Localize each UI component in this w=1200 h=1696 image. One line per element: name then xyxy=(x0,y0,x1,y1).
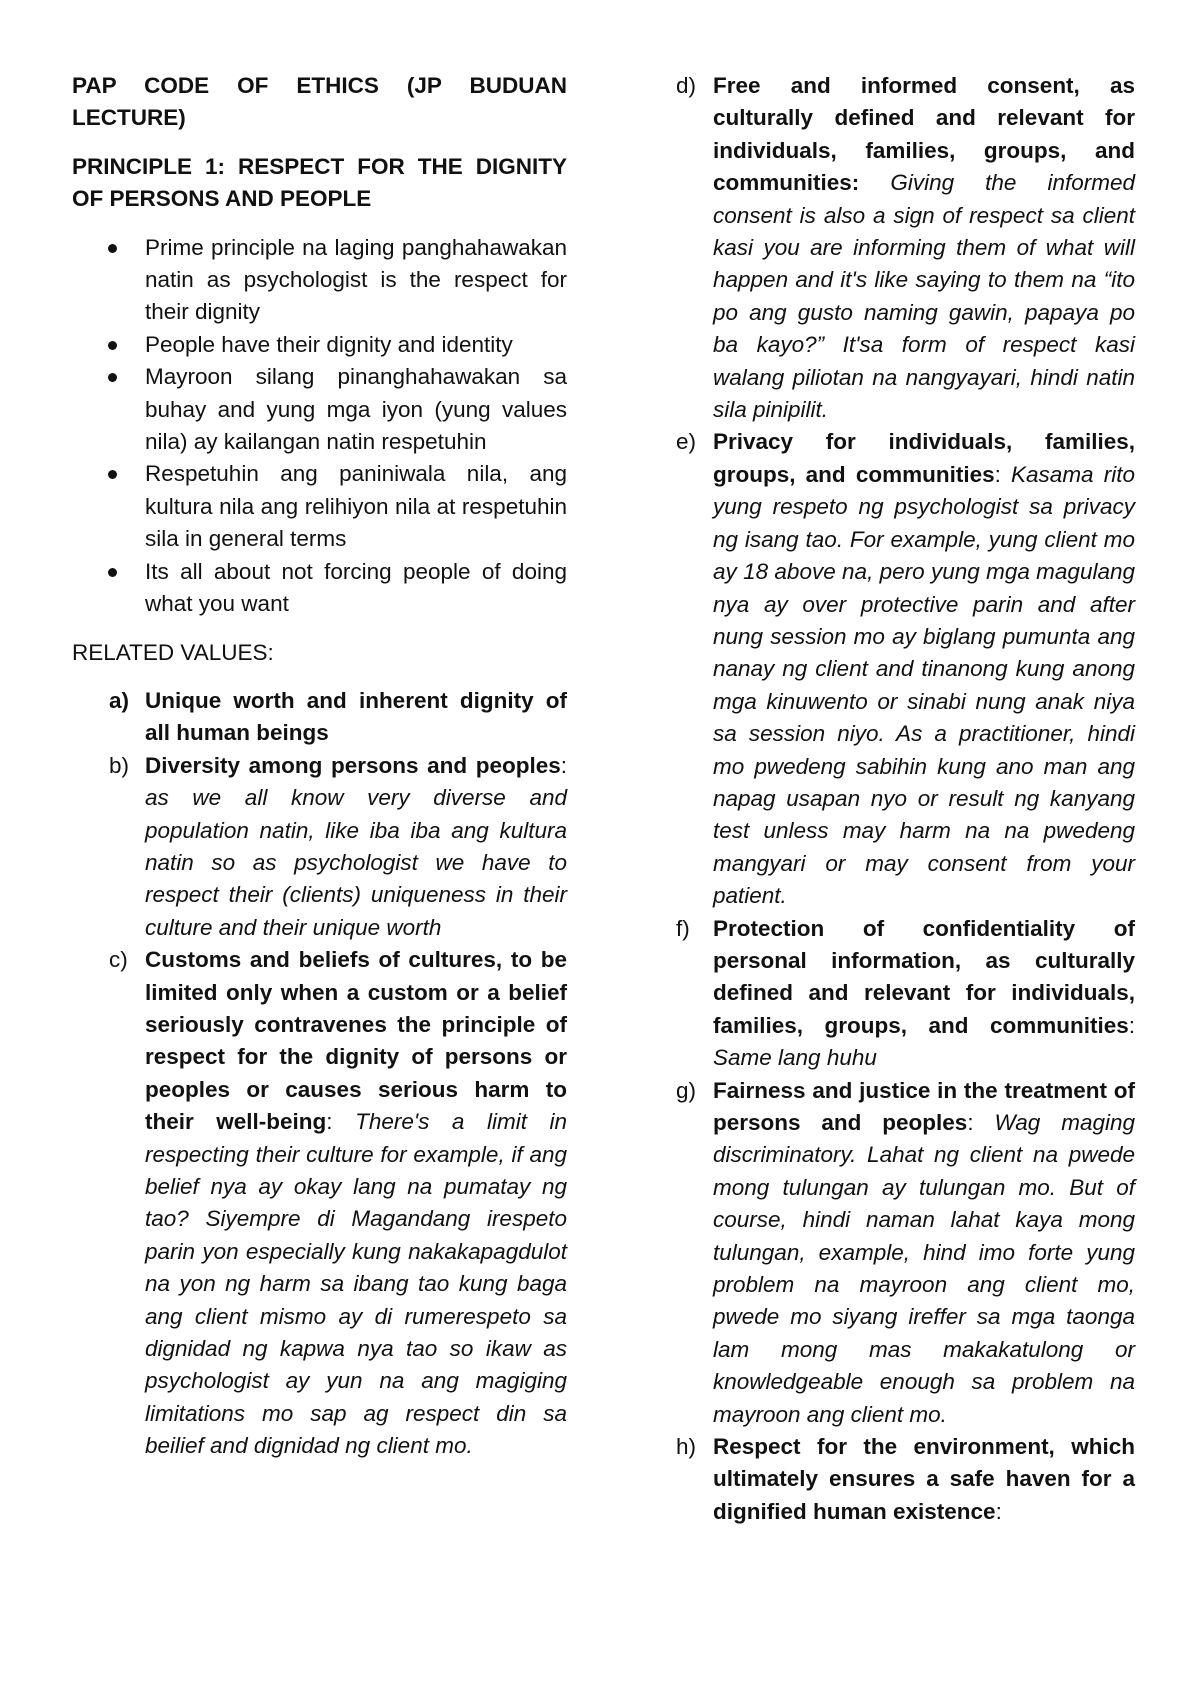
bullet-dot-icon xyxy=(108,373,117,382)
value-item-f: f) Protection of confidentiality of personal information, as culturally defined and relevant for individuals, families, groups, and communities: Same lang huhu xyxy=(676,913,1135,1075)
value-marker: c) xyxy=(109,947,128,973)
document-title: PAP CODE OF ETHICS (JP BUDUAN LECTURE) xyxy=(72,73,567,131)
right-column xyxy=(676,70,1135,1528)
value-marker: d) xyxy=(676,73,697,98)
bullet-dot-icon xyxy=(108,244,117,253)
value-description: Same lang huhu xyxy=(713,1045,877,1071)
bullet-item: Mayroon silang pinanghahawakan sa buhay and yung mga iyon (yung values nila) ay kailangan natin respetuhin xyxy=(72,361,567,458)
value-item-e: e) Privacy for individuals, families, groups, and communities: Kasama rito yung respeto ng psychologist sa privacy ng isang tao. For example, yung client mo ay 18 above na, pero yung mga magulang nya ay over protective parin and after nung session mo ay biglang pumunta ang nanay ng client and tinanong kung anong mga kinuwento or sinabi nung anak niya sa session niyo. As a practitioner, hindi mo pwedeng sabihin kung ano man ang napag usapan nyo or result ng kanyang test unless may harm na na pwedeng mangyari or may consent from your patient. xyxy=(676,426,1135,912)
value-marker: h) xyxy=(676,1434,697,1460)
bullet-dot-icon xyxy=(108,470,117,479)
value-item-b: b) Diversity among persons and peoples: as we all know very diverse and population natin, like iba iba ang kultura natin so as psychologist we have to respect their (clients) uniqueness in their culture and their unique worth xyxy=(72,750,567,944)
value-item-g: g) Fairness and justice in the treatment of persons and peoples: Wag maging discriminatory. Lahat ng client na pwede mong tulungan ay tulungan mo. But of course, hindi naman lahat kaya mong tulungan, example, hind imo forte yung problem na mayroon ang client mo, pwede mo siyang ireffer sa mga taonga lam mong mas makakatulong or knowledgeable enough sa problem na mayroon ang client mo. xyxy=(676,1075,1135,1431)
value-description: Wag maging discriminatory. Lahat ng client na pwede mong tulungan ay tulungan mo. But of course, hindi naman lahat kaya mong tulungan, example, hind imo forte yung problem na mayroon ang client mo, pwede mo siyang ireffer sa mga taonga lam mong mas makakatulong or knowledgeable enough sa problem na mayroon ang client mo. xyxy=(713,1110,1136,1427)
bullet-item: Its all about not forcing people of doing what you want xyxy=(72,556,567,621)
value-title: Respect for the environment, which ultimately ensures a safe haven for a dignified human existence xyxy=(713,1434,1135,1524)
bullet-item: Prime principle na laging panghahawakan natin as psychologist is the respect for their dignity xyxy=(72,232,567,329)
value-title: Privacy for individuals, families, groups, and communities xyxy=(713,429,1135,487)
value-description: as we all know very diverse and population natin, like iba iba ang kultura natin so as psychologist we have to respect their (clients) uniqueness in their culture and their unique worth xyxy=(145,785,567,940)
principle-bullet-list xyxy=(72,232,567,621)
bullet-item: Respetuhin ang paniniwala nila, ang kultura nila ang relihiyon nila at respetuhin sila in general terms xyxy=(72,458,567,555)
value-item-a xyxy=(72,685,567,750)
value-title: Unique worth and inherent dignity of all human beings xyxy=(145,687,567,746)
value-title: Diversity among persons and peoples xyxy=(145,752,561,778)
related-values-list-right xyxy=(676,70,1135,1528)
related-values-list-left xyxy=(72,685,567,1463)
value-title: Protection of confidentiality of personal information, as culturally defined and relevant for individuals, families, groups, and communities xyxy=(713,915,1135,1038)
value-title: Free and informed consent, as culturally defined and relevant for individuals, families, groups, and communities: xyxy=(713,73,1135,196)
value-marker: f) xyxy=(676,915,690,941)
left-column xyxy=(72,70,567,1463)
value-description: Kasama rito yung respeto ng psychologist sa privacy ng isang tao. For example, yung client mo ay 18 above na, pero yung mga magulang nya ay over protective parin and after nung session mo ay biglang pumunta ang nanay ng client and tinanong kung anong mga kinuwento or sinabi nung anak niya sa session niyo. As a practitioner, hindi mo pwedeng sabihin kung ano man ang napag usapan nyo or result ng kanyang test unless may harm na na pwedeng mangyari or may consent from your patient. xyxy=(713,461,1135,909)
bullet-dot-icon xyxy=(108,341,117,350)
value-title: Customs and beliefs of cultures, to be limited only when a custom or a belief seriously contravenes the principle of respect for the dignity of persons or peoples or causes serious harm to their well-being xyxy=(145,947,567,1135)
value-marker: a) xyxy=(109,687,130,713)
value-item-c: c) Customs and beliefs of cultures, to be limited only when a custom or a belief seriously contravenes the principle of respect for the dignity of persons or peoples or causes serious harm to their well-being: There's a limit in respecting their culture for example, if ang belief nya ay okay lang na pumatay ng tao? Siyempre di Magandang irespeto parin yon especially kung nakakapagdulot na yon ng harm sa ibang tao kung baga ang client mismo ay di rumerespeto sa dignidad ng kapwa nya tao so ikaw as psychologist ay yun na ang magiging limitations mo sap ag respect din sa beilief and dignidad ng client mo. xyxy=(72,944,567,1463)
value-marker: b) xyxy=(109,752,130,778)
value-description: There's a limit in respecting their culture for example, if ang belief nya ay okay lang na pumatay ng tao? Siyempre di Magandang irespeto parin yon especially kung nakakapagdulot na yon ng harm sa ibang tao kung baga ang client mismo ay di rumerespeto sa dignidad ng kapwa nya tao so ikaw as psychologist ay yun na ang magiging limitations mo sap ag respect din sa beilief and dignidad ng client mo. xyxy=(145,1109,567,1459)
value-marker: e) xyxy=(676,429,697,455)
value-item-d xyxy=(676,70,1135,426)
value-description: Giving the informed consent is also a sign of respect sa client kasi you are informing them of what will happen and it's like saying to them na “ito po ang gusto naming gawin, papaya po ba kayo?” It'sa form of respect kasi walang piliotan na nangyayari, hindi natin sila pinipilit. xyxy=(713,170,1135,423)
bullet-dot-icon xyxy=(108,568,117,577)
bullet-item: People have their dignity and identity xyxy=(72,329,567,361)
value-title: Fairness and justice in the treatment of persons and peoples xyxy=(713,1077,1135,1135)
related-values-label: RELATED VALUES: xyxy=(72,639,274,665)
value-item-h: h) Respect for the environment, which ultimately ensures a safe haven for a dignified human existence: xyxy=(676,1431,1135,1528)
principle-heading: PRINCIPLE 1: RESPECT FOR THE DIGNITY OF PERSONS AND PEOPLE xyxy=(72,153,567,212)
value-marker: g) xyxy=(676,1077,697,1103)
